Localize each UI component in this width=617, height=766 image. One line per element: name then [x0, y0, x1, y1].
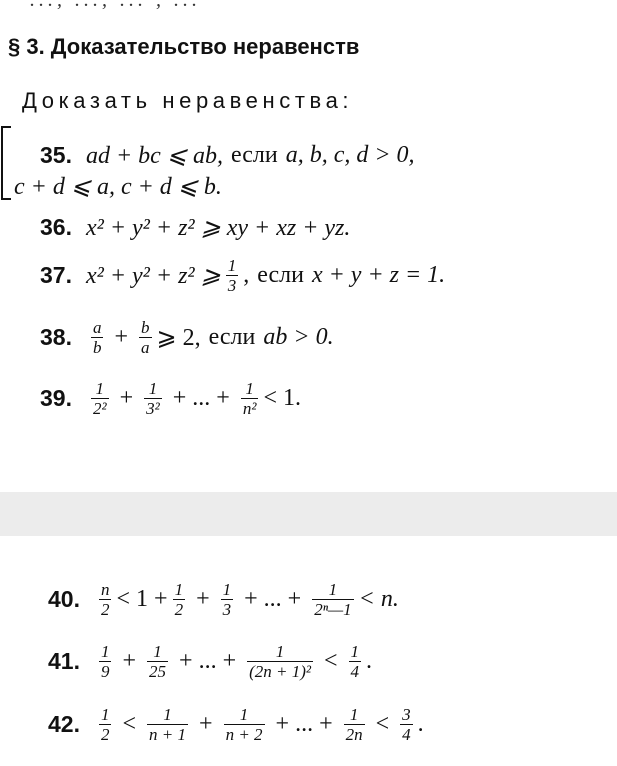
denominator: 2² — [92, 398, 107, 418]
problem-number: 35. — [40, 142, 72, 168]
problem-number: 37. — [40, 262, 72, 289]
numerator: 1 — [163, 705, 172, 724]
fraction — [139, 319, 152, 357]
numerator: 1 — [153, 642, 162, 661]
fraction — [91, 319, 104, 357]
condition-expression: x + y + z = 1. — [311, 262, 446, 289]
margin-bracket — [1, 126, 11, 200]
problem-37 — [40, 257, 445, 295]
numerator: 1 — [174, 580, 184, 599]
denominator: 2 — [100, 724, 110, 744]
denominator: 3² — [146, 398, 160, 418]
fraction — [349, 643, 362, 681]
problem-rhs: ⩾ 2, — [156, 325, 201, 352]
page-bottom — [0, 536, 617, 766]
problem-number: 42. — [48, 711, 80, 738]
fraction — [147, 706, 188, 744]
fraction — [312, 581, 353, 619]
condition-expression: ab > 0. — [263, 324, 334, 351]
problem-rhs: < 1. — [263, 385, 301, 412]
numerator: 1 — [100, 705, 110, 724]
numerator: n — [100, 580, 110, 599]
plus-sign: + — [196, 586, 210, 613]
problem-41 — [48, 643, 372, 681]
fraction — [91, 380, 109, 418]
ellipsis-sum: + ... + — [275, 711, 333, 738]
numerator: 1 — [222, 580, 232, 599]
denominator: n + 2 — [225, 724, 263, 744]
fraction — [221, 581, 234, 619]
problem-35 — [40, 141, 415, 170]
fraction — [241, 380, 259, 418]
denominator: b — [92, 337, 102, 357]
fraction — [400, 706, 413, 744]
ellipsis-sum: + ... + — [244, 586, 302, 613]
plus-sign: + — [119, 385, 134, 412]
problem-number: 39. — [40, 385, 72, 412]
numerator: a — [92, 318, 102, 337]
numerator: 1 — [148, 379, 158, 398]
fraction — [344, 706, 365, 744]
condition-word: если — [208, 324, 256, 351]
less-than-one-plus: < 1 + — [116, 586, 168, 613]
plus-sign: + — [114, 324, 129, 351]
numerator: 1 — [349, 705, 359, 724]
denominator: 4 — [350, 661, 360, 681]
problem-expression: ad + bc ⩽ ab, — [85, 143, 223, 169]
plus-sign: + — [199, 711, 213, 738]
plus-sign: + — [122, 648, 137, 675]
problem-number: 36. — [40, 214, 72, 240]
condition-word: если — [230, 142, 278, 168]
problem-36 — [40, 213, 350, 242]
problem-40 — [48, 581, 399, 619]
condition-expression: a, b, c, d > 0, — [285, 142, 415, 168]
denominator: 2n — [345, 724, 363, 744]
denominator: 4 — [402, 724, 411, 744]
problem-number: 40. — [48, 586, 80, 613]
comma: , — [243, 262, 250, 289]
denominator: 9 — [100, 661, 110, 681]
problem-35-continuation: c + d ⩽ a, c + d ⩽ b. — [14, 174, 222, 200]
less-than-sign: < — [324, 648, 338, 675]
ellipsis-sum: + ... + — [179, 648, 237, 675]
denominator: 2 — [174, 599, 184, 619]
numerator: 1 — [227, 256, 237, 275]
numerator: 1 — [100, 642, 110, 661]
problem-42 — [48, 706, 424, 744]
problem-number: 41. — [48, 648, 80, 675]
problem-lhs: x² + y² + z² ⩾ — [85, 263, 221, 290]
fraction — [147, 643, 168, 681]
denominator: 2ⁿ—1 — [314, 599, 352, 619]
denominator: 25 — [149, 661, 167, 681]
denominator: a — [141, 337, 150, 357]
numerator: 1 — [275, 642, 285, 661]
numerator: b — [141, 318, 150, 337]
problem-39 — [40, 380, 301, 418]
ellipsis-sum: + ... + — [172, 385, 230, 412]
numerator: 1 — [95, 379, 105, 398]
fraction — [226, 257, 239, 295]
denominator: n + 1 — [149, 724, 187, 744]
denominator: 3 — [227, 275, 237, 295]
condition-word: если — [257, 262, 304, 289]
numerator: 1 — [239, 705, 249, 724]
less-than-sign: < — [122, 711, 137, 738]
fraction — [144, 380, 162, 418]
section-title: § 3. Доказательство неравенств — [8, 34, 360, 59]
fraction — [247, 643, 313, 681]
denominator: 2 — [100, 599, 110, 619]
period: . — [366, 648, 373, 675]
denominator: 3 — [222, 599, 232, 619]
numerator: 1 — [328, 580, 338, 599]
cut-off-line: ..., ..., ... , ... — [30, 0, 201, 11]
page-gap — [0, 492, 617, 536]
denominator: (2n + 1)² — [249, 661, 311, 681]
denominator: n² — [242, 398, 257, 418]
fraction — [99, 643, 112, 681]
numerator: 1 — [245, 379, 254, 398]
fraction — [99, 706, 112, 744]
intro-text: Доказать неравенства: — [22, 88, 354, 113]
numerator: 3 — [402, 705, 411, 724]
fraction — [173, 581, 186, 619]
fraction — [99, 581, 112, 619]
problem-38 — [40, 319, 334, 357]
problem-expression: x² + y² + z² ⩾ xy + xz + yz. — [85, 215, 351, 241]
less-than-sign: < — [375, 711, 390, 738]
problem-number: 38. — [40, 324, 72, 351]
numerator: 1 — [350, 642, 360, 661]
fraction — [224, 706, 265, 744]
period: . — [417, 711, 424, 738]
problem-rhs: < n. — [358, 586, 399, 613]
